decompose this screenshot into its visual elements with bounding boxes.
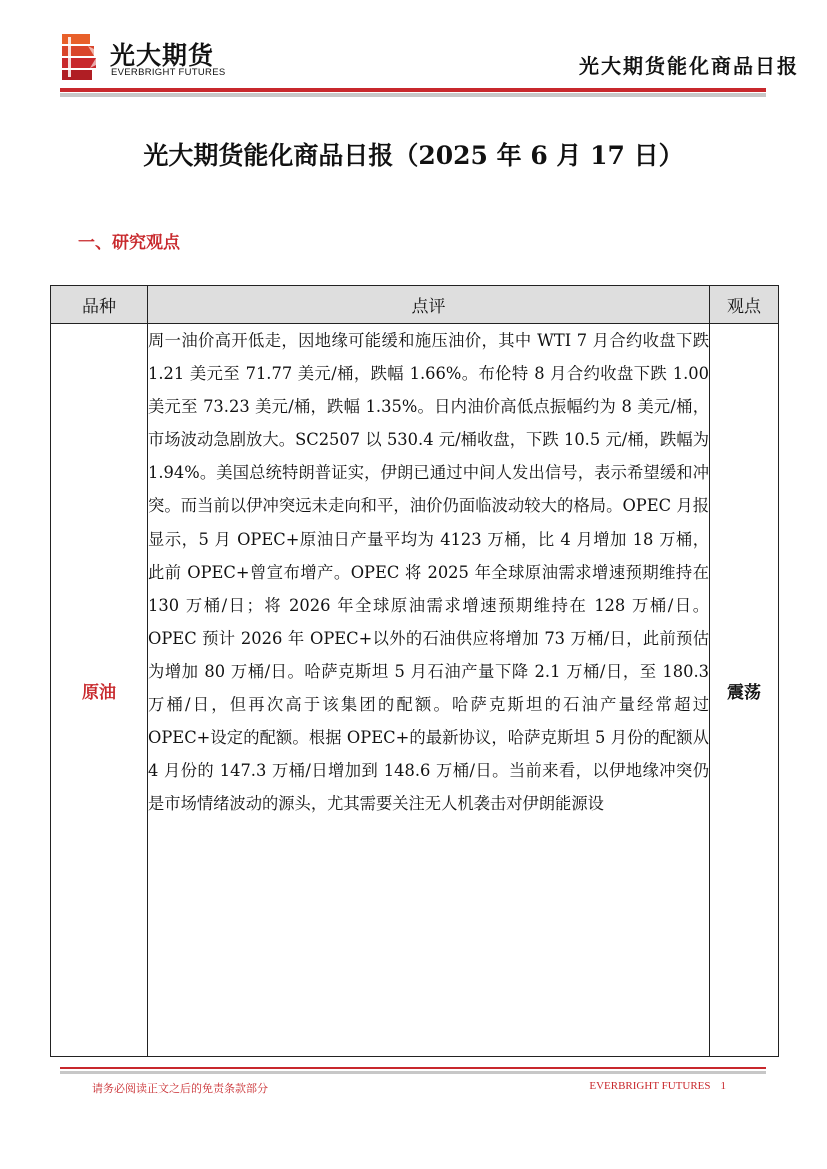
page-header [0,0,827,100]
everbright-logo-icon [62,34,102,82]
footer-divider-red [60,1067,766,1069]
report-name: 光大期货能化商品日报 [579,54,799,78]
research-table [50,285,779,1057]
header-variety: 品种 [51,286,148,324]
comment-cell: 周一油价高开低走，因地缘可能缓和施压油价，其中 WTI 7 月合约收盘下跌 1.21 美元至 71.77 美元/桶，跌幅 1.66%。布伦特 8 月合约收盘下跌 1.00 美元至 73.23 美元/桶，跌幅 1.35%。日内油价高低点振幅约为 8 美元/桶，市场波动急剧放大。SC2507 以 530.4 元/桶收盘，下跌 10.5 元/桶，跌幅为 1.94%。美国总统特朗普证实，伊朗已通过中间人发出信号，表示希望缓和冲突。而当前以伊冲突远未走向和平，油价仍面临波动较大的格局。OPEC 月报显示，5 月 OPEC+原油日产量平均为 4123 万桶，比 4 月增加 18 万桶，此前 OPEC+曾宣布增产。OPEC 将 2025 年全球原油需求增速预期维持在 130 万桶/日；将 2026 年全球原油需求增速预期维持在 128 万桶/日。OPEC 预计 2026 年 OPEC+以外的石油供应将增加 73 万桶/日，此前预估为增加 80 万桶/日。哈萨克斯坦 5 月石油产量下降 2.1 万桶/日，至 180.3 万桶/日，但再次高于该集团的配额。哈萨克斯坦的石油产量经常超过 OPEC+设定的配额。根据 OPEC+的最新协议，哈萨克斯坦 5 月份的配额从 4 月份的 147.3 万桶/日增加到 148.6 万桶/日。当前来看，以伊地缘冲突仍是市场情绪波动的源头，尤其需要关注无人机袭击对伊朗能源设 [148,324,710,1057]
header-comment: 点评 [148,286,710,324]
table-row [51,324,779,1057]
view-cell: 震荡 [710,324,779,1057]
logo-english-name: EVERBRIGHT FUTURES [111,67,226,78]
page-number: 1 [720,1080,726,1092]
document-title: 光大期货能化商品日报（2025 年 6 月 17 日） [143,141,684,170]
header-divider-gray [60,93,766,97]
header-divider-red [60,88,766,92]
variety-cell: 原油 [51,324,148,1057]
company-logo [62,34,262,82]
footer-brand-page [589,1080,726,1092]
table-header-row [51,286,779,324]
header-view: 观点 [710,286,779,324]
footer-disclaimer: 请务必阅读正文之后的免责条款部分 [92,1082,268,1095]
footer-divider-gray [60,1071,766,1074]
logo-chinese-name: 光大期货 [110,41,215,70]
section-heading: 一、研究观点 [78,233,180,253]
footer-brand: EVERBRIGHT FUTURES [589,1080,711,1092]
